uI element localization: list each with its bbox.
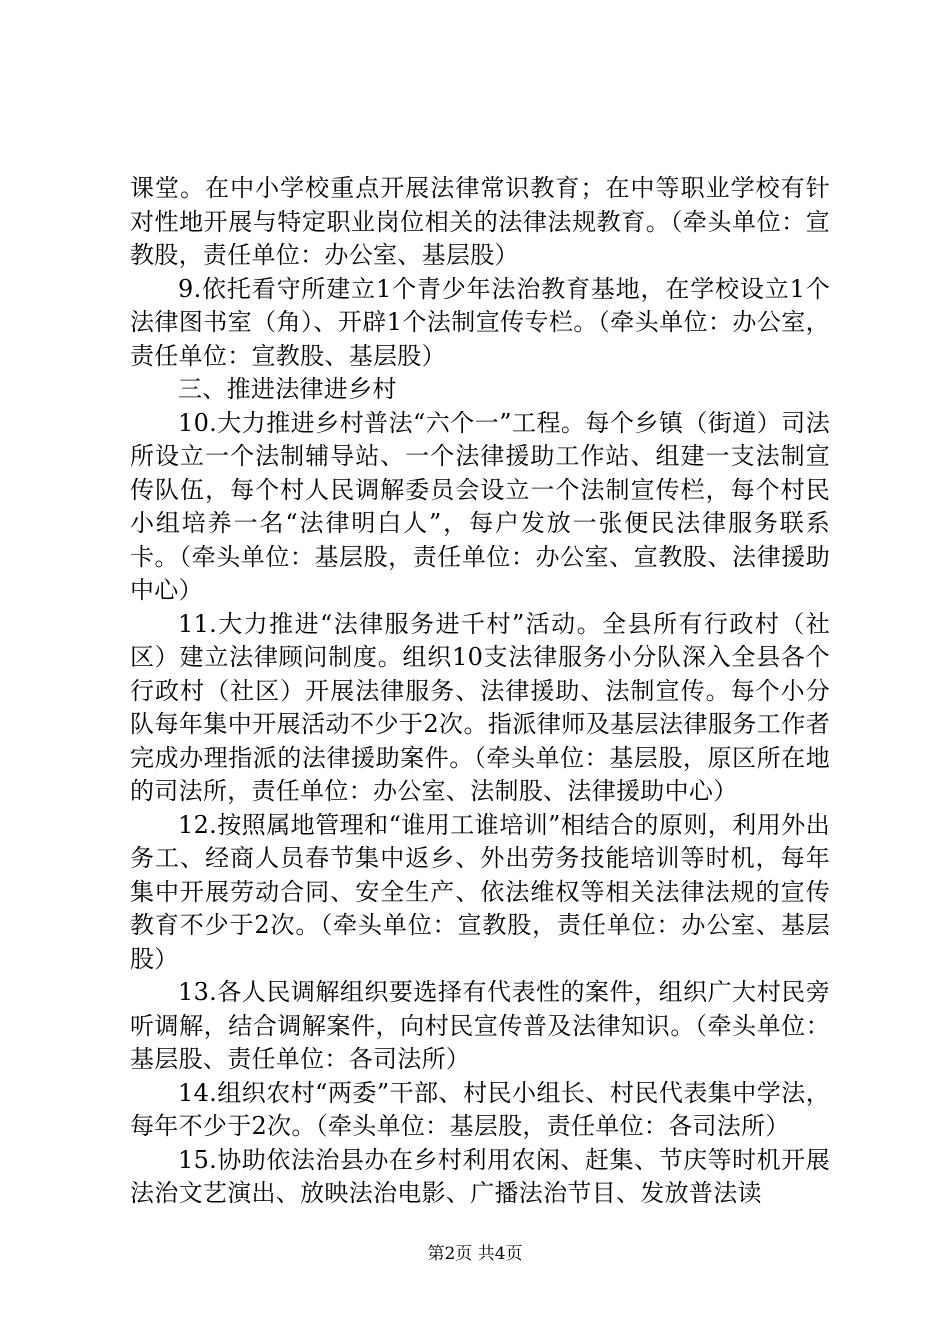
document-body: [130, 172, 830, 1211]
section-heading: 三、推进法律进乡村: [178, 375, 397, 403]
paragraph-item-11: 11.大力推进“法律服务进千村”活动。全县所有行政村（社区）建立法律顾问制度。组织10支法律服务小分队深入全县各个行政村（社区）开展法律服务、法律援助、法制宣传。每个小分队每年集中开展活动不少于2次。指派律师及基层法律服务工作者完成办理指派的法律援助案件。（牵头单位：基层股，原区所在地的司法所，责任单位：办公室、法制股、法律援助中心）: [130, 609, 830, 805]
page-footer: 第2页 共4页: [427, 1244, 523, 1264]
paragraph-item-12: 12.按照属地管理和“谁用工谁培训”相结合的原则，利用外出务工、经商人员春节集中返乡、外出劳务技能培训等时机，每年集中开展劳动合同、安全生产、依法维权等相关法律法规的宣传教育不少于2次。（牵头单位：宣教股，责任单位：办公室、基层股）: [130, 810, 830, 973]
paragraph-item-14: 14.组织农村“两委”干部、村民小组长、村民代表集中学法，每年不少于2次。（牵头单位：基层股，责任单位：各司法所）: [130, 1078, 830, 1140]
paragraph-item-15: 15.协助依法治县办在乡村利用农闲、赶集、节庆等时机开展法治文艺演出、放映法治电影、广播法治节目、发放普法读: [130, 1145, 830, 1207]
paragraph-item-9: 9.依托看守所建立1个青少年法治教育基地，在学校设立1个法律图书室（角）、开辟1个法制宣传专栏。（牵头单位：办公室，责任单位：宣教股、基层股）: [130, 274, 830, 370]
paragraph-continuation: 课堂。在中小学校重点开展法律常识教育；在中等职业学校有针对性地开展与特定职业岗位相关的法律法规教育。（牵头单位：宣教股，责任单位：办公室、基层股）: [130, 174, 830, 269]
paragraph-item-13: 13.各人民调解组织要选择有代表性的案件，组织广大村民旁听调解，结合调解案件，向村民宣传普及法律知识。（牵头单位：基层股、责任单位：各司法所）: [130, 978, 830, 1073]
paragraph-item-10: 10.大力推进乡村普法“六个一”工程。每个乡镇（街道）司法所设立一个法制辅导站、一个法律援助工作站、组建一支法制宣传队伍，每个村人民调解委员会设立一个法制宣传栏，每个村民小组培养一名“法律明白人”，每户发放一张便民法律服务联系卡。（牵头单位：基层股，责任单位：办公室、宣教股、法律援助中心）: [130, 408, 830, 604]
